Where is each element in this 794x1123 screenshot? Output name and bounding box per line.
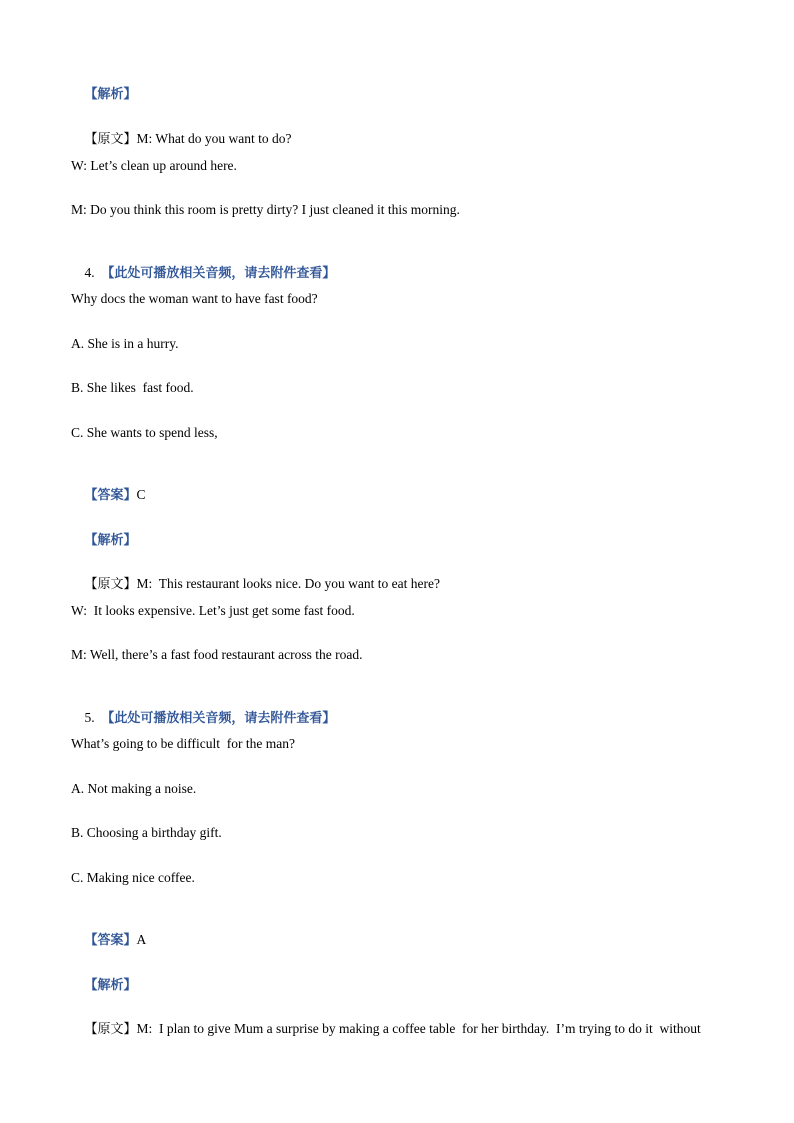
question-number: 4. <box>84 265 102 280</box>
transcript-text: M: I plan to give Mum a surprise by making a coffee table for her birthday. I’m trying to do it without <box>136 1021 701 1036</box>
question-text: What’s going to be difficult for the man? <box>71 736 295 751</box>
transcript-line: W: Let’s clean up around here. <box>71 158 237 173</box>
question-number: 5. <box>84 710 102 725</box>
option-a: A. She is in a hurry. <box>71 336 179 351</box>
option-b: B. Choosing a birthday gift. <box>71 825 222 840</box>
transcript-line <box>71 1002 701 1057</box>
analysis-tag: 【解析】 <box>84 87 137 102</box>
analysis-tag: 【解析】 <box>84 533 137 548</box>
transcript-line: M: Well, there’s a fast food restaurant across the road. <box>71 647 363 662</box>
option-c: C. Making nice coffee. <box>71 870 195 885</box>
answer-tag: 【答案】 <box>84 488 137 503</box>
transcript-tag: 【原文】 <box>84 577 137 592</box>
transcript-line: W: It looks expensive. Let’s just get some fast food. <box>71 603 355 618</box>
audio-placeholder-link[interactable]: 【此处可播放相关音频，请去附件查看】 <box>101 711 336 726</box>
transcript-text: M: This restaurant looks nice. Do you want to eat here? <box>136 576 440 591</box>
question-text: Why docs the woman want to have fast food? <box>71 291 318 306</box>
transcript-tag: 【原文】 <box>84 1022 137 1037</box>
option-c: C. She wants to spend less, <box>71 425 218 440</box>
transcript-tag: 【原文】 <box>84 132 137 147</box>
answer-tag: 【答案】 <box>84 933 137 948</box>
answer-value: C <box>136 487 146 502</box>
option-a: A. Not making a noise. <box>71 781 197 796</box>
transcript-text: M: What do you want to do? <box>136 131 292 146</box>
answer-value: A <box>136 932 147 947</box>
audio-placeholder-link[interactable]: 【此处可播放相关音频，请去附件查看】 <box>101 266 336 281</box>
analysis-tag: 【解析】 <box>84 978 137 993</box>
option-b: B. She likes fast food. <box>71 380 194 395</box>
transcript-line: M: Do you think this room is pretty dirty? I just cleaned it this morning. <box>71 202 460 217</box>
